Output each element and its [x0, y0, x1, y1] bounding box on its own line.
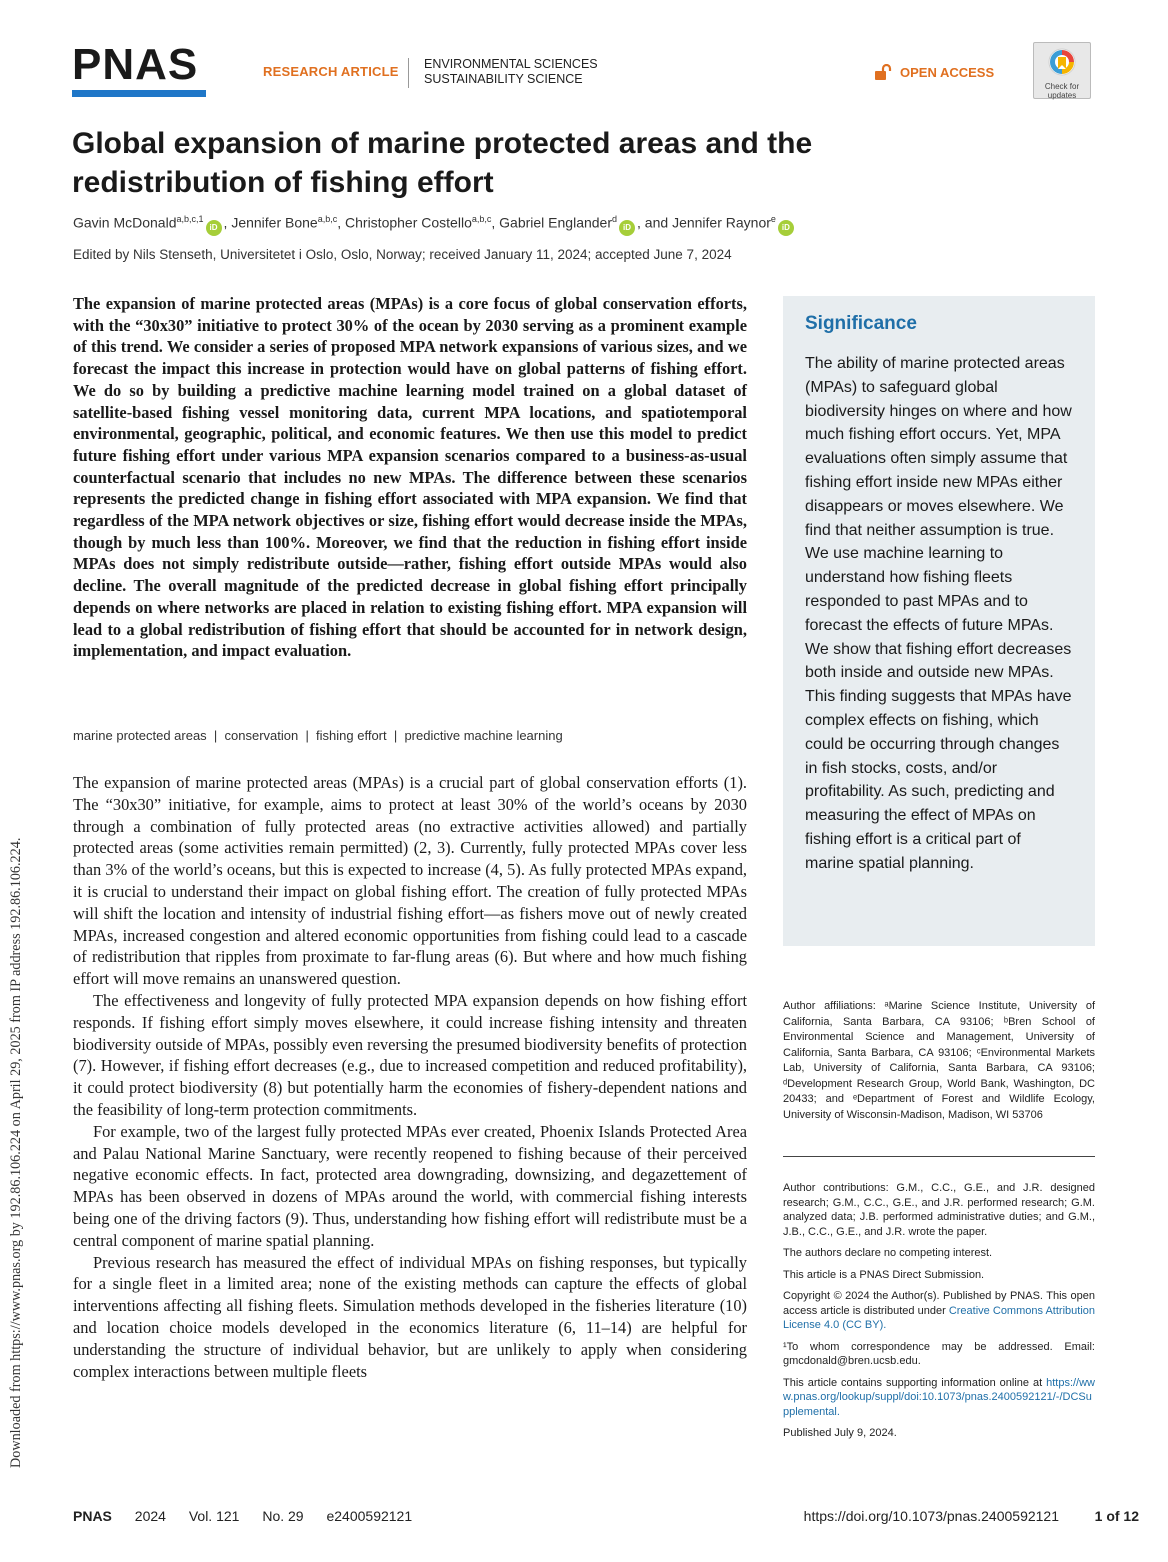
copyright-text: Copyright © 2024 the Author(s). Published by PNAS. This open access article is distributed under — [783, 1290, 1095, 1317]
author-affiliation-sup: a,b,c — [471, 214, 492, 224]
orcid-icon[interactable]: iD — [206, 220, 222, 236]
article-title: Global expansion of marine protected areas and the redistribution of fishing effort — [72, 127, 813, 199]
competing-interest: The authors declare no competing interest. — [783, 1247, 993, 1259]
footer-issue: No. 29 — [262, 1508, 304, 1524]
pnas-logo[interactable] — [72, 42, 206, 97]
page-number: 1 of 12 — [1094, 1508, 1139, 1524]
keywords: marine protected areas | conservation | fishing effort | predictive machine learning — [73, 728, 563, 743]
author-affiliation-sup: a,b,c,1 — [176, 214, 204, 224]
author-name[interactable]: Jennifer Bone — [231, 214, 318, 231]
supporting-link[interactable]: https://www.pnas.org/lookup/suppl/doi:10.1073/pnas.2400592121/-/DCSupplemental. — [783, 1376, 1095, 1418]
copyright-notice — [783, 1289, 1095, 1333]
supporting-text: This article contains supporting information online at — [783, 1376, 1047, 1389]
header-divider — [408, 58, 409, 88]
check-updates-line2: updates — [1047, 91, 1077, 100]
logo-underline — [72, 90, 206, 97]
check-updates-line1: Check for — [1044, 82, 1080, 91]
body-paragraph: The effectiveness and longevity of fully protected MPA expansion depends on how fishing effort responds. If fishing effort simply moves elsewhere, it could increase fishing intensity and threaten biodiversity outside of MPAs, possibly even reversing the presumed biodiversity benefits of protection (7). However, if fishing effort decreases (e.g., due to increased competition and reduced profitability), it could protect biodiversity (8) but potentially harm the economies of fishery-dependent nations and the feasibility of long-term protection commitments. — [73, 990, 747, 1119]
body-paragraph: Previous research has measured the effect of individual MPAs on fishing responses, but typically for a single fleet in a limited area; none of the existing methods can capture the effects of global interventions affecting all fishing fleets. Simulation methods developed in the fisheries literature (10) and location choice models developed in the economics literature (6, 11–14) are helpful for understanding the structure of individual behavior, but are unlikely to apply when considering complex interactions between multiple fleets — [73, 1252, 747, 1381]
submission-type: This article is a PNAS Direct Submission. — [783, 1268, 985, 1281]
page-footer — [73, 1508, 1139, 1526]
author-separator: , — [491, 214, 500, 231]
open-lock-icon — [874, 64, 893, 81]
main-body-text — [73, 772, 747, 1382]
published-date: Published July 9, 2024. — [783, 1427, 897, 1439]
author-name[interactable]: Christopher Costello — [345, 214, 472, 231]
subject-environmental[interactable]: ENVIRONMENTAL SCIENCES — [424, 57, 598, 71]
body-paragraph: For example, two of the largest fully protected MPAs ever created, Phoenix Islands Protected Area and Palau National Marine Sanctuary, were recently reopened to fishing because of their perceived negative economic effects. In fact, protected area downgrading, downsizing, and degazettement of MPAs has been observed in dozens of MPAs around the world, with commercial fishing interests being one of the driving factors (9). Thus, understanding how fishing effort will redistribute must be a central component of marine spatial planning. — [73, 1121, 747, 1250]
significance-box — [783, 296, 1095, 946]
significance-heading: Significance — [805, 313, 917, 334]
footer-article-id: e2400592121 — [326, 1508, 413, 1524]
author-name[interactable]: Jennifer Raynor — [672, 214, 771, 231]
open-access-badge[interactable] — [874, 64, 994, 81]
footer-brand: PNAS — [73, 1508, 112, 1524]
footer-year: 2024 — [134, 1508, 166, 1524]
author-affiliation-sup: e — [770, 214, 776, 224]
abstract: The expansion of marine protected areas (MPAs) is a core focus of global conservation efforts, with the “30x30” initiative to protect 30% of the ocean by 2030 serving as a prominent example of this trend. We consider a series of proposed MPA network expansions of various sizes, and we forecast the impact this increase in protection would have on global patterns of fishing effort. We do so by building a predictive machine learning model trained on a global dataset of satellite-based fishing vessel monitoring data, current MPA locations, and spatiotemporal environmental, geographic, political, and economic features. We then use this model to predict future fishing effort under various MPA expansion scenarios compared to a business-as-usual counterfactual scenario that includes no new MPAs. The difference between these scenarios represents the predicted change in fishing effort associated with MPA expansion. We find that regardless of the MPA network objectives or size, fishing effort would decrease inside the MPAs, though by much less than 100%. Moreover, we find that the reduction in fishing effort inside MPAs does not simply redistribute outside—rather, fishing effort outside MPAs would also decline. The overall magnitude of the predicted decrease in global fishing effort principally depends on where networks are placed in relation to existing fishing effort. MPA expansion will lead to a global redistribution of fishing effort that should be accounted for in network design, implementation, and impact evaluation. — [73, 294, 747, 661]
article-type-label: RESEARCH ARTICLE — [263, 64, 399, 79]
open-access-label: OPEN ACCESS — [900, 65, 995, 80]
notes-divider — [783, 1156, 1095, 1157]
orcid-icon[interactable]: iD — [619, 220, 635, 236]
author-separator: , — [223, 214, 232, 231]
correspondence: ¹To whom correspondence may be addressed. Email: gmcdonald@bren.ucsb.edu. — [783, 1340, 1095, 1367]
author-affiliation-sup: d — [612, 214, 618, 224]
footer-volume: Vol. 121 — [188, 1508, 240, 1524]
subject-categories — [424, 57, 598, 87]
orcid-icon[interactable]: iD — [778, 220, 794, 236]
article-notes — [783, 1181, 1095, 1448]
author-affiliations: Author affiliations: ᵃMarine Science Institute, University of California, Santa Barbara, CA 93106; ᵇBren School of Environmental Science and Management, University of California, Santa Barbara, CA 93106; ᶜEnvironmental Markets Lab, University of California, Santa Barbara, CA 93106; ᵈDevelopment Research Group, World Bank, Washington, DC 20433; and ᵉDepartment of Forest and Wildlife Ecology, University of Wisconsin-Madison, Madison, WI 53706 — [783, 1000, 1095, 1121]
significance-text: The ability of marine protected areas (MPAs) to safeguard global biodiversity hinges on where and how much fishing effort occurs. Yet, MPA evaluations often simply assume that fishing effort inside new MPAs either disappears or moves elsewhere. We find that neither assumption is true. We use machine learning to understand how fishing fleets responded to past MPAs and to forecast the effects of future MPAs. We show that fishing effort decreases both inside and outside new MPAs. This finding suggests that MPAs have complex effects on fishing, which could be occurring through changes in fish stocks, costs, and/or profitability. As such, predicting and measuring the effect of MPAs on fishing effort is a critical part of marine spatial planning. — [805, 355, 1072, 872]
editorial-history: Edited by Nils Stenseth, Universitetet i Oslo, Oslo, Norway; received January 11, 2024; accepted June 7, 2024 — [73, 247, 732, 262]
logo-text: PNAS — [72, 40, 199, 89]
author-name[interactable]: Gabriel Englander — [499, 214, 613, 231]
author-name[interactable]: Gavin McDonald — [73, 214, 177, 231]
crossmark-icon — [1047, 47, 1077, 77]
check-for-updates-button[interactable] — [1033, 42, 1091, 99]
author-affiliation-sup: a,b,c — [317, 214, 338, 224]
download-watermark: Downloaded from https://www.pnas.org by 192.86.106.224 on April 29, 2025 from IP address 192.86.106.224. — [8, 837, 24, 1468]
doi-link[interactable]: https://doi.org/10.1073/pnas.2400592121 — [803, 1508, 1059, 1524]
author-separator: , — [337, 214, 346, 231]
body-paragraph: The expansion of marine protected areas (MPAs) is a crucial part of global conservation efforts (1). The “30x30” initiative, for example, aims to protect at least 30% of the world’s oceans by 2030 through a combination of fully protected areas (no extractive activities allowed) and partially protected areas (some activities remain permitted) (2, 3). Currently, fully protected MPAs cover less than 3% of the world’s oceans, but this is expected to increase (4, 5). As fully protected MPAs expand, it is crucial to understand their impact on global fishing effort. The creation of fully protected MPAs will shift the location and intensity of industrial fishing effort—as fishers move out of newly created MPAs, increased congestion and altered economic opportunities from fishing could lead to a cascade of redistribution that ripples from proximate to far-flung areas (6). But where and how much fishing effort will move remains an unanswered question. — [73, 773, 747, 989]
subject-sustainability[interactable]: SUSTAINABILITY SCIENCE — [424, 72, 583, 86]
license-link[interactable]: Creative Commons Attribution License 4.0 (CC BY). — [783, 1304, 1095, 1331]
supporting-info — [783, 1376, 1095, 1420]
author-contributions: Author contributions: G.M., C.C., G.E., and J.R. designed research; G.M., C.C., G.E., and J.R. performed research; G.M. analyzed data; J.B. performed administrative duties; and G.M., J.B., C.C., G.E., and J.R. wrote the paper. — [783, 1182, 1095, 1238]
author-separator: , and — [637, 214, 673, 231]
author-list — [73, 209, 973, 236]
